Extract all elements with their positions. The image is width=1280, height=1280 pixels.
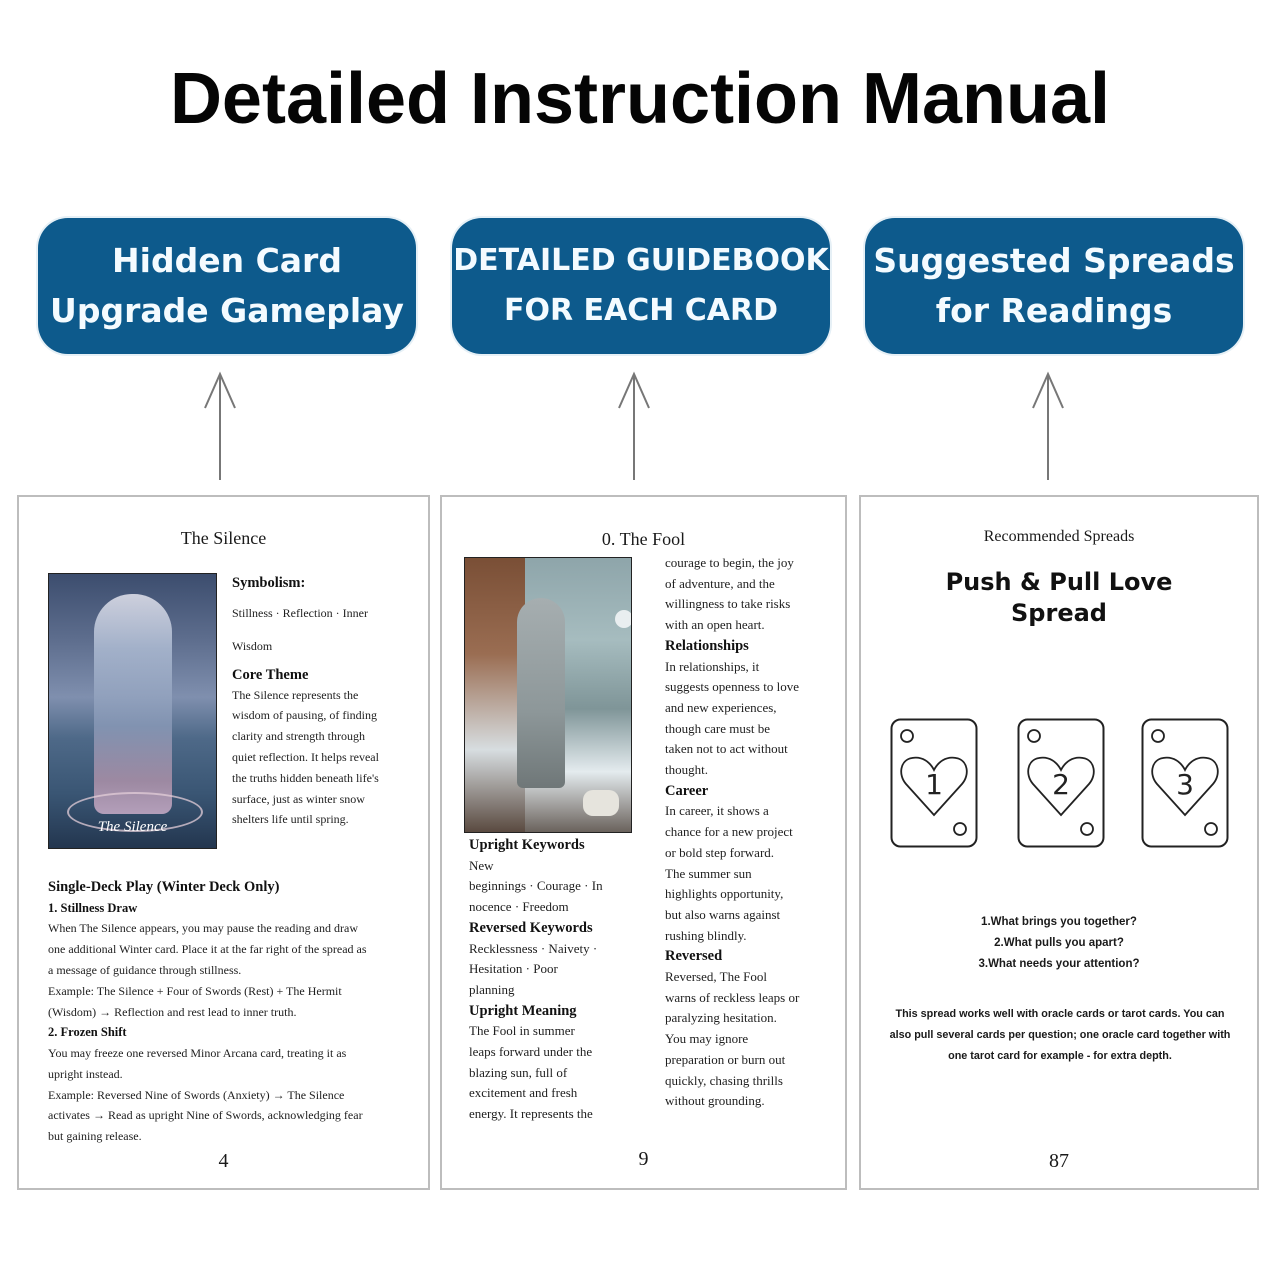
- card-figure: [517, 598, 565, 788]
- arrow-up-icon: [1028, 370, 1068, 482]
- main-title: Detailed Instruction Manual: [169, 59, 1111, 139]
- card-image-the-silence: [48, 573, 217, 849]
- card-image-the-fool: [464, 557, 632, 833]
- feature-line: for Readings: [935, 291, 1173, 330]
- feature-suggested-spreads: [865, 218, 1243, 354]
- fool-line: Reversed, The Fool: [665, 969, 767, 985]
- fool-line: Recklessness · Naivety ·: [469, 940, 598, 956]
- section-heading: Reversed Keywords: [469, 919, 593, 936]
- fool-line: leaps forward under the: [469, 1044, 593, 1060]
- fool-line: The Fool in summer: [469, 1023, 575, 1039]
- question: 1.What brings you together?: [981, 916, 1137, 928]
- page-title: The Silence: [180, 528, 267, 548]
- page-the-silence: [17, 495, 430, 1190]
- rule-line: When The Silence appears, you may pause the reading and draw: [48, 921, 358, 936]
- page-number: 4: [218, 1150, 229, 1172]
- section-heading: Upright Keywords: [469, 837, 585, 853]
- rule-line: upright instead.: [48, 1066, 123, 1081]
- symbolism-block: [232, 573, 422, 830]
- rule-line: activates → Read as upright Nine of Swords, acknowledging fear: [48, 1108, 363, 1123]
- feature-line: Upgrade Gameplay: [50, 291, 404, 330]
- section-heading: Upright Meaning: [469, 1002, 577, 1019]
- core-theme-line: the truths hidden beneath life's: [232, 770, 379, 785]
- section-heading: Relationships: [665, 637, 749, 654]
- fool-line: nocence · Freedom: [469, 899, 569, 915]
- fool-line: paralyzing hesitation.: [665, 1010, 777, 1026]
- svg-text:2: 2: [1052, 768, 1070, 801]
- spread-questions: [861, 912, 1257, 975]
- fool-line: blazing sun, full of: [469, 1064, 568, 1080]
- play-heading: Single-Deck Play (Winter Deck Only): [48, 879, 280, 895]
- arrow-up-icon: [200, 370, 240, 482]
- spread-note: [875, 1004, 1245, 1067]
- fool-line: or bold step forward.: [665, 844, 775, 860]
- core-theme-line: wisdom of pausing, of finding: [232, 708, 377, 723]
- arrow-up-icon: [614, 370, 654, 482]
- page-recommended-spreads: [859, 495, 1259, 1190]
- fool-line: energy. It represents the: [469, 1106, 593, 1122]
- fool-line: without grounding.: [665, 1093, 765, 1109]
- core-theme-line: quiet reflection. It helps reveal: [232, 749, 379, 764]
- feature-line: DETAILED GUIDEBOOK: [453, 243, 829, 278]
- rule-line: (Wisdom) → Reflection and rest lead to inner truth.: [48, 1004, 297, 1019]
- fool-line: quickly, chasing thrills: [665, 1072, 783, 1088]
- fool-line: In career, it shows a: [665, 803, 769, 819]
- page-the-fool: [440, 495, 847, 1190]
- fool-line: beginnings · Courage · In: [469, 878, 603, 894]
- svg-text:3: 3: [1176, 768, 1194, 801]
- page-title: Recommended Spreads: [983, 528, 1135, 545]
- feature-hidden-card-gameplay: [38, 218, 416, 354]
- fool-line: taken not to act without: [665, 741, 788, 757]
- rule-heading: 1. Stillness Draw: [48, 900, 138, 915]
- fool-line: You may ignore: [665, 1031, 749, 1047]
- fool-line: and new experiences,: [665, 699, 777, 715]
- fool-line: rushing blindly.: [665, 927, 747, 943]
- card-wolf: [583, 790, 619, 816]
- single-deck-play-block: [48, 877, 418, 1147]
- fool-right-column: [665, 553, 845, 1112]
- core-theme-line: shelters life until spring.: [232, 812, 349, 827]
- core-theme-heading: Core Theme: [232, 666, 309, 683]
- rule-line: You may freeze one reversed Minor Arcana card, treating it as: [48, 1046, 347, 1061]
- note-line: also pull several cards per question; one oracle card together with: [889, 1029, 1231, 1041]
- rule-line: one additional Winter card. Place it at the far right of the spread as: [48, 942, 367, 957]
- fool-line: with an open heart.: [665, 617, 765, 633]
- fool-line: courage to begin, the joy: [665, 555, 794, 570]
- core-theme-line: surface, just as winter snow: [232, 791, 365, 806]
- fool-line: The summer sun: [665, 865, 752, 881]
- fool-line: but also warns against: [665, 906, 781, 922]
- card-caption: The Silence: [97, 819, 168, 835]
- core-theme-line: The Silence represents the: [232, 687, 359, 702]
- question: 3.What needs your attention?: [978, 958, 1140, 970]
- fool-line: excitement and fresh: [469, 1085, 578, 1101]
- moon-icon: [615, 610, 632, 628]
- symbolism-heading: Symbolism:: [232, 575, 306, 591]
- fool-line: planning: [469, 981, 515, 997]
- symbolism-line: Wisdom: [232, 638, 273, 653]
- feature-detailed-guidebook: [452, 218, 830, 354]
- rule-line: a message of guidance through stillness.: [48, 963, 242, 977]
- heart-card-icon: [890, 718, 978, 848]
- fool-left-column: [469, 835, 639, 1125]
- spread-title: [861, 567, 1257, 629]
- note-line: one tarot card for example - for extra depth.: [948, 1050, 1172, 1062]
- symbolism-line: Stillness · Reflection · Inner: [232, 606, 368, 620]
- card-figure: [94, 594, 172, 814]
- heart-card-icon: [1017, 718, 1105, 848]
- question: 2.What pulls you apart?: [994, 937, 1124, 949]
- note-line: This spread works well with oracle cards or tarot cards. You can: [895, 1008, 1225, 1020]
- page-title: 0. The Fool: [601, 529, 686, 549]
- fool-line: preparation or burn out: [665, 1051, 786, 1067]
- section-heading: Career: [665, 782, 709, 799]
- rule-line: Example: The Silence + Four of Swords (Rest) + The Hermit: [48, 983, 342, 998]
- feature-line: Suggested Spreads: [873, 241, 1235, 280]
- rule-heading: 2. Frozen Shift: [48, 1025, 127, 1040]
- fool-line: In relationships, it: [665, 658, 760, 674]
- section-heading: Reversed: [665, 948, 723, 965]
- spread-title-line: Spread: [1011, 599, 1107, 627]
- fool-line: of adventure, and the: [665, 575, 775, 591]
- rule-line: Example: Reversed Nine of Swords (Anxiety) → The Silence: [48, 1087, 345, 1102]
- fool-line: suggests openness to love: [665, 679, 799, 695]
- spread-title-line: Push & Pull Love: [945, 568, 1173, 596]
- fool-line: Hesitation · Poor: [469, 961, 558, 977]
- card-cliff: [465, 558, 525, 832]
- heart-card-icon: [1141, 718, 1229, 848]
- fool-line: warns of reckless leaps or: [665, 989, 800, 1005]
- fool-line: highlights opportunity,: [665, 886, 784, 902]
- page-number: 87: [1049, 1150, 1069, 1172]
- fool-line: though care must be: [665, 720, 771, 736]
- fool-line: willingness to take risks: [665, 596, 791, 612]
- feature-line: FOR EACH CARD: [503, 293, 779, 328]
- rule-line: but gaining release.: [48, 1129, 142, 1144]
- fool-line: thought.: [665, 762, 708, 778]
- svg-text:1: 1: [925, 768, 943, 801]
- feature-line: Hidden Card: [112, 241, 342, 280]
- fool-line: New: [469, 857, 494, 873]
- core-theme-line: clarity and strength through: [232, 729, 365, 744]
- page-number: 9: [638, 1148, 649, 1170]
- fool-line: chance for a new project: [665, 824, 793, 840]
